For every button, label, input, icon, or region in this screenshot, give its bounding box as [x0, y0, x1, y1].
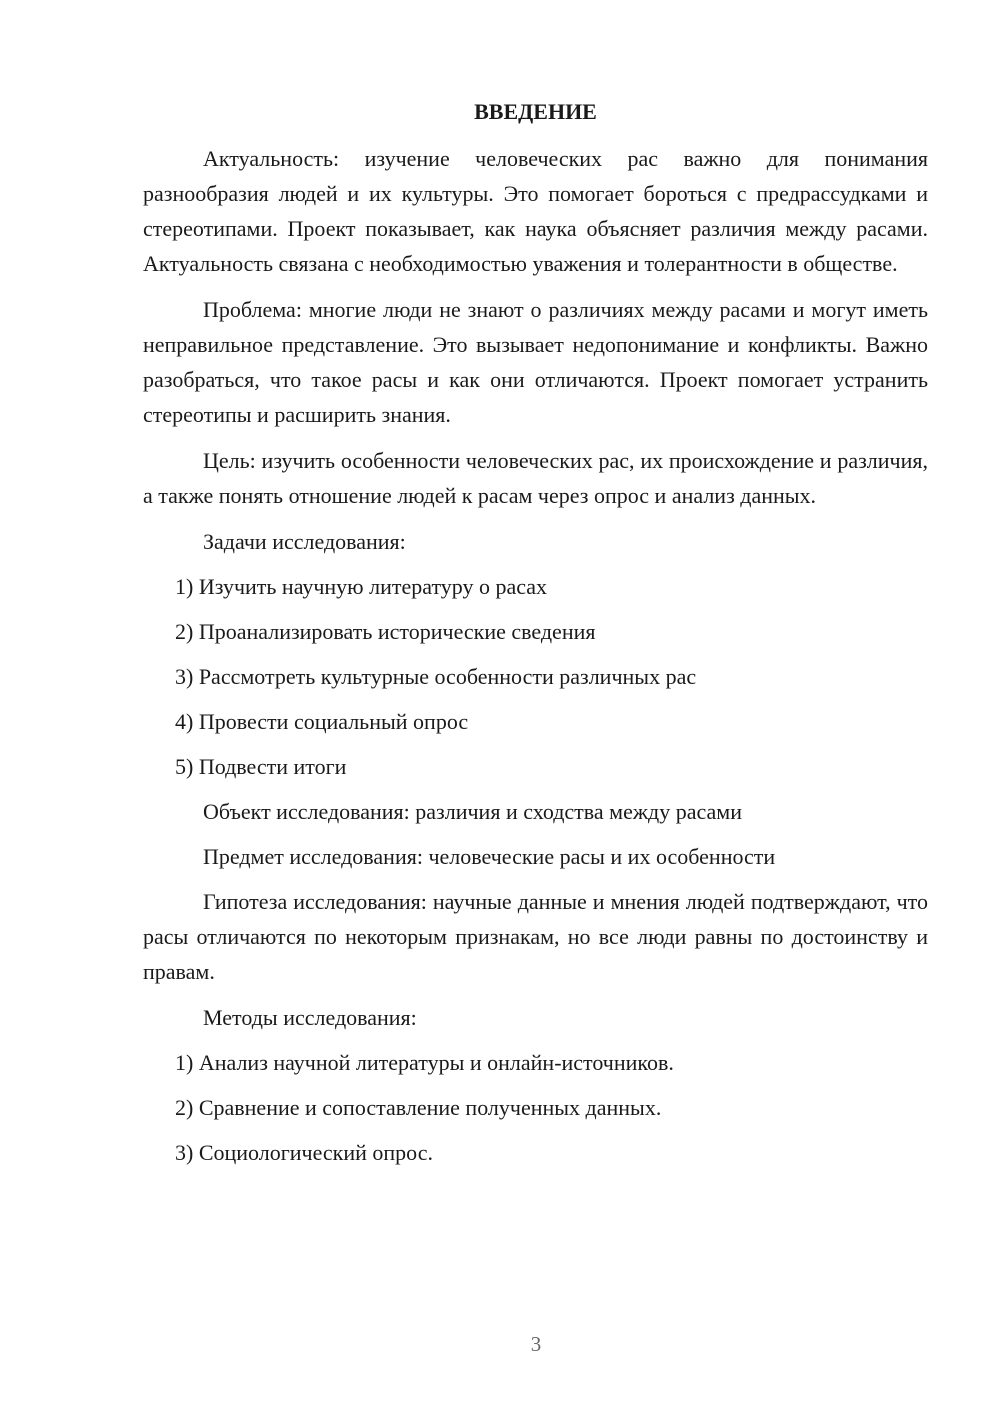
- task-item: 3) Рассмотреть культурные особенности различных рас: [175, 664, 697, 689]
- task-item: 4) Провести социальный опрос: [175, 709, 469, 734]
- page-number: 3: [530, 1332, 542, 1356]
- hypothesis-paragraph: Гипотеза исследования: научные данные и мнения людей подтверждают, что расы отличаются по некоторым признакам, но все люди равны по достоинству и правам.: [143, 889, 928, 984]
- goal-paragraph: Цель: изучить особенности человеческих рас, их происхождение и различия, а также понять отношение людей к расам через опрос и анализ данных.: [143, 448, 928, 508]
- section-title: ВВЕДЕНИЕ: [474, 99, 597, 124]
- method-item: 2) Сравнение и сопоставление полученных данных.: [175, 1095, 662, 1120]
- problem-paragraph: Проблема: многие люди не знают о различиях между расами и могут иметь неправильное представление. Это вызывает недопонимание и конфликты. Важно разобраться, что такое расы и как они отличаются. Проект помогает устранить стереотипы и расширить знания.: [143, 297, 928, 427]
- research-subject: Предмет исследования: человеческие расы и их особенности: [203, 844, 776, 869]
- method-item: 1) Анализ научной литературы и онлайн-источников.: [175, 1050, 674, 1075]
- methods-heading: Методы исследования:: [203, 1005, 417, 1030]
- task-item: 1) Изучить научную литературу о расах: [175, 574, 548, 599]
- tasks-heading: Задачи исследования:: [203, 529, 406, 554]
- task-item: 5) Подвести итоги: [175, 754, 347, 779]
- research-object: Объект исследования: различия и сходства между расами: [203, 799, 742, 824]
- method-item: 3) Социологический опрос.: [175, 1140, 433, 1165]
- relevance-paragraph: Актуальность: изучение человеческих рас важно для понимания разнообразия людей и их культуры. Это помогает бороться с предрассудками и стереотипами. Проект показывает, как наука объясняет различия между расами. Актуальность связана с необходимостью уважения и толерантности в обществе.: [143, 146, 928, 276]
- document-page: [143, 94, 928, 1180]
- task-item: 2) Проанализировать исторические сведения: [175, 619, 596, 644]
